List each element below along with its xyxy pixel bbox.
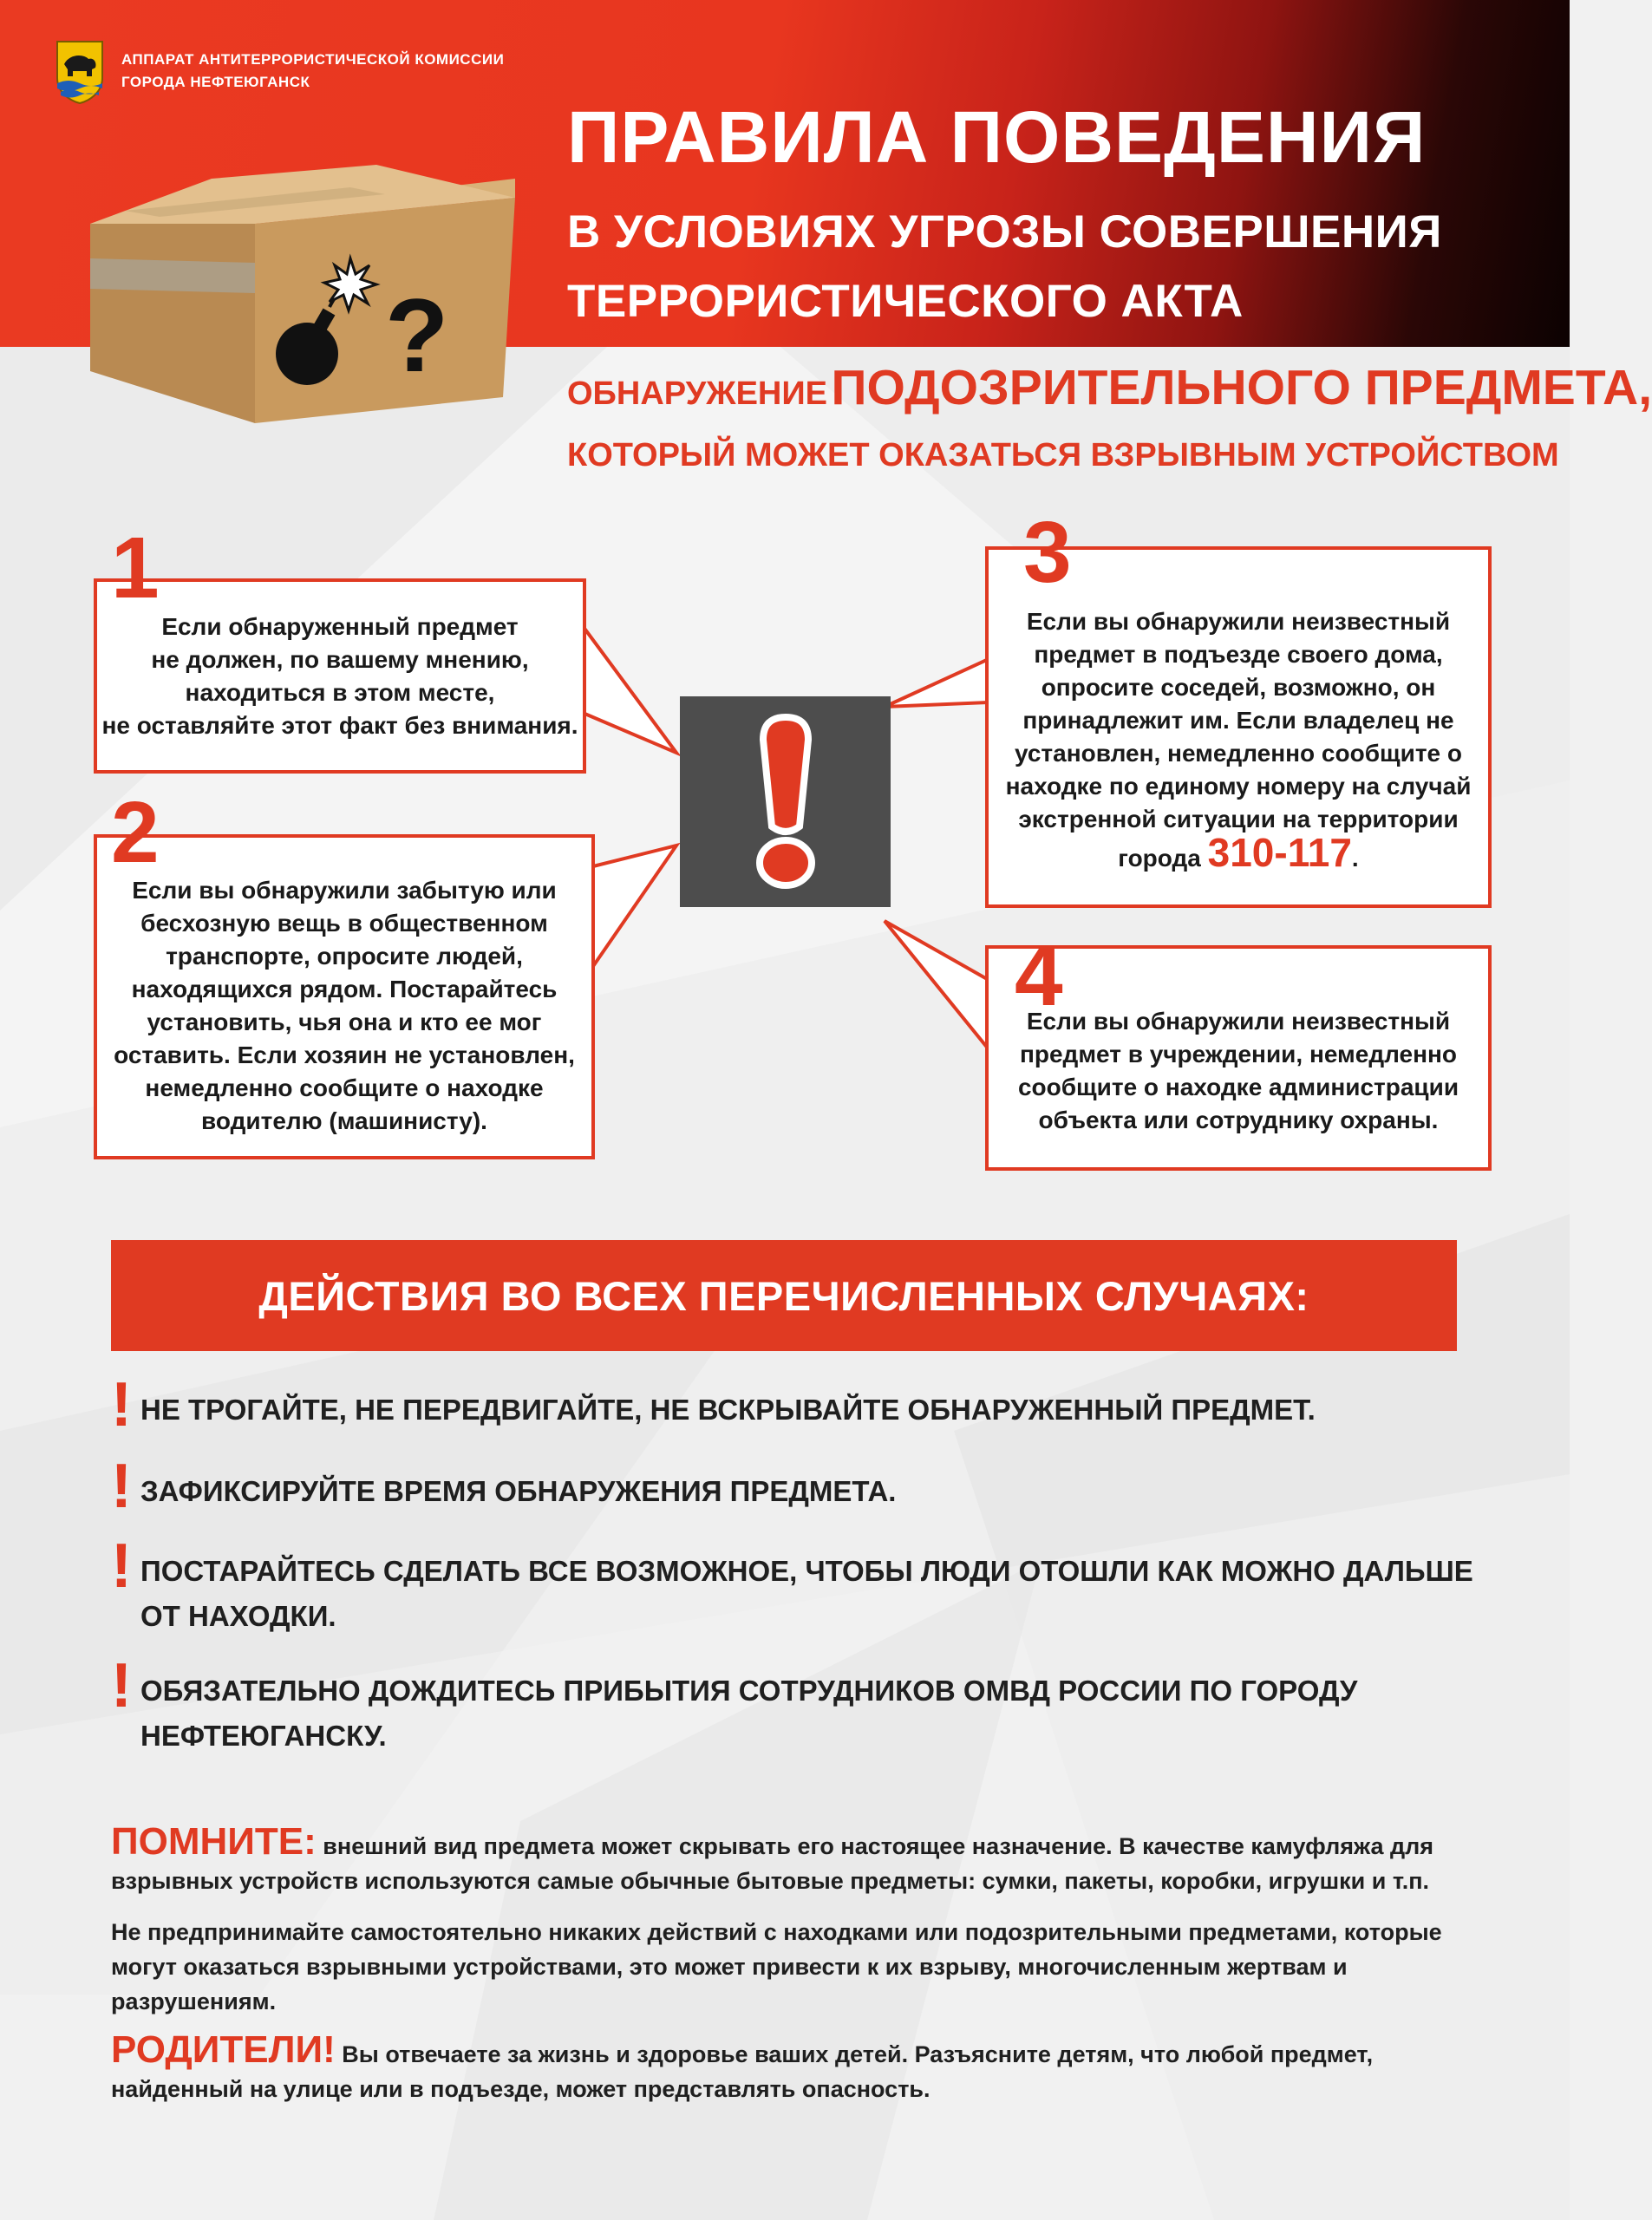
card-1-line: не оставляйте этот факт без внимания. xyxy=(101,711,578,739)
card-4-text xyxy=(1018,979,1459,1137)
card-2-line: установить, чья она и кто ее мог xyxy=(147,1008,542,1035)
action-text: ОБЯЗАТЕЛЬНО ДОЖДИТЕСЬ ПРИБЫТИЯ СОТРУДНИКОВ ОМВД РОССИИ ПО ГОРОДУ НЕФТЕЮГАНСКУ. xyxy=(140,1675,1358,1752)
card-3-line: принадлежит им. Если владелец не xyxy=(1022,707,1454,734)
card-4-line: объекта или сотруднику охраны. xyxy=(1038,1107,1439,1133)
card-3-text xyxy=(1006,579,1472,875)
card-2-line: бесхозную вещь в общественном xyxy=(140,909,548,937)
action-item-1 xyxy=(111,1370,1476,1440)
remember-paragraph xyxy=(111,1820,1464,1898)
parents-text: Вы отвечаете за жизнь и здоровье ваших детей. Разъясните детям, что любой предмет, найденный на улице или в подъезде, может представлять опасность. xyxy=(111,2041,1374,2102)
instruction-card-2 xyxy=(94,834,595,1159)
card-3-line: предмет в подъезде своего дома, xyxy=(1034,641,1443,668)
warning-paragraph: Не предпринимайте самостоятельно никаких действий с находками или подозрительными предметами, которые могут оказаться взрывными устройствами, это может привести к их взрыву, многочисленным жертвам и разрушениям. xyxy=(111,1919,1442,2014)
exclamation-icon: ! xyxy=(111,1531,132,1601)
exclamation-icon: ! xyxy=(111,1452,132,1521)
card-4-line: Если вы обнаружили неизвестный xyxy=(1026,1008,1451,1035)
card-3-last-line xyxy=(1006,830,1472,875)
subtitle-line2: ТЕРРОРИСТИЧЕСКОГО АКТА xyxy=(567,276,1244,327)
card-3-line: экстренной ситуации на территории xyxy=(1018,806,1459,832)
action-text: НЕ ТРОГАЙТЕ, НЕ ПЕРЕДВИГАЙТЕ, НЕ ВСКРЫВАЙТЕ ОБНАРУЖЕННЫЙ ПРЕДМЕТ. xyxy=(140,1394,1316,1426)
exclamation-icon xyxy=(680,696,891,907)
city-coat-of-arms-icon xyxy=(54,38,106,104)
remember-text: внешний вид предмета может скрывать его настоящее назначение. В качестве камуфляжа для взрывных устройств используются самые обычные бытовые предметы: сумки, пакеты, коробки, игрушки и т.п. xyxy=(111,1833,1434,1894)
remember-lead: ПОМНИТЕ: xyxy=(111,1820,317,1863)
subheading-big: ПОДОЗРИТЕЛЬНОГО ПРЕДМЕТА, xyxy=(831,360,1652,415)
org-name-line1: АППАРАТ АНТИТЕРРОРИСТИЧЕСКОЙ КОМИССИИ xyxy=(121,51,505,68)
card-4-number: 4 xyxy=(1015,927,1063,1024)
actions-heading-bar xyxy=(111,1240,1457,1351)
card-3-number: 3 xyxy=(1023,504,1072,601)
action-item-2 xyxy=(111,1452,1476,1521)
card-2-number: 2 xyxy=(111,784,160,881)
parents-lead: РОДИТЕЛИ! xyxy=(111,2028,336,2071)
card-2-line: водителю (машинисту). xyxy=(201,1107,487,1134)
page-subtitle xyxy=(567,198,1442,336)
card-2-line: Если вы обнаружили забытую или xyxy=(132,876,557,904)
action-item-4 xyxy=(111,1651,1476,1759)
card-1-line: Если обнаруженный предмет xyxy=(161,612,519,640)
subheading-small: ОБНАРУЖЕНИЕ xyxy=(567,375,828,412)
card-2-line: оставить. Если хозяин не установлен, xyxy=(114,1041,575,1068)
card-2-line: немедленно сообщите о находке xyxy=(145,1074,544,1101)
org-name-line2: ГОРОДА НЕФТЕЮГАНСК xyxy=(121,74,310,90)
exclamation-icon: ! xyxy=(111,1651,132,1720)
card-4-line: предмет в учреждении, немедленно xyxy=(1019,1041,1458,1068)
question-mark-icon: ? xyxy=(385,278,449,394)
subheading xyxy=(567,357,1652,480)
card-4-line: сообщите о находке администрации xyxy=(1017,1074,1459,1100)
organization xyxy=(54,38,504,104)
suspicious-box-illustration xyxy=(90,163,515,441)
card-3-line: находке по единому номеру на случай xyxy=(1005,773,1472,800)
card-3-last-suffix: . xyxy=(1351,845,1359,872)
subtitle-line1: В УСЛОВИЯХ УГРОЗЫ СОВЕРШЕНИЯ xyxy=(567,206,1442,258)
parents-paragraph xyxy=(111,2028,1464,2106)
action-text: ПОСТАРАЙТЕСЬ СДЕЛАТЬ ВСЕ ВОЗМОЖНОЕ, ЧТОБЫ ЛЮДИ ОТОШЛИ КАК МОЖНО ДАЛЬШЕ ОТ НАХОДКИ. xyxy=(140,1555,1473,1632)
card-3-last-prefix: города xyxy=(1118,845,1208,872)
emergency-phone: 310-117 xyxy=(1207,830,1352,875)
subheading-line2: КОТОРЫЙ МОЖЕТ ОКАЗАТЬСЯ ВЗРЫВНЫМ УСТРОЙСТВОМ xyxy=(567,437,1559,473)
card-3-line: установлен, немедленно сообщите о xyxy=(1014,740,1462,767)
card-1-text xyxy=(101,610,578,742)
card-2-line: транспорте, опросите людей, xyxy=(166,942,523,970)
card-2-line: находящихся рядом. Постарайтесь xyxy=(131,975,558,1002)
page-title: ПРАВИЛА ПОВЕДЕНИЯ xyxy=(567,96,1427,178)
card-1-line: не должен, по вашему мнению, xyxy=(151,645,529,673)
action-text: ЗАФИКСИРУЙТЕ ВРЕМЯ ОБНАРУЖЕНИЯ ПРЕДМЕТА. xyxy=(140,1475,897,1507)
card-1-number: 1 xyxy=(111,519,160,617)
card-3-line: опросите соседей, возможно, он xyxy=(1041,674,1436,701)
action-item-3 xyxy=(111,1531,1493,1639)
exclamation-icon: ! xyxy=(111,1370,132,1440)
actions-title: ДЕЙСТВИЯ ВО ВСЕХ ПЕРЕЧИСЛЕННЫХ СЛУЧАЯХ: xyxy=(258,1272,1309,1319)
bomb-icon xyxy=(276,323,338,385)
card-2-text xyxy=(114,857,575,1138)
instruction-card-1 xyxy=(94,578,586,774)
card-3-line: Если вы обнаружили неизвестный xyxy=(1026,608,1451,635)
warning-sign xyxy=(680,696,891,907)
card-1-line: находиться в этом месте, xyxy=(185,678,495,706)
